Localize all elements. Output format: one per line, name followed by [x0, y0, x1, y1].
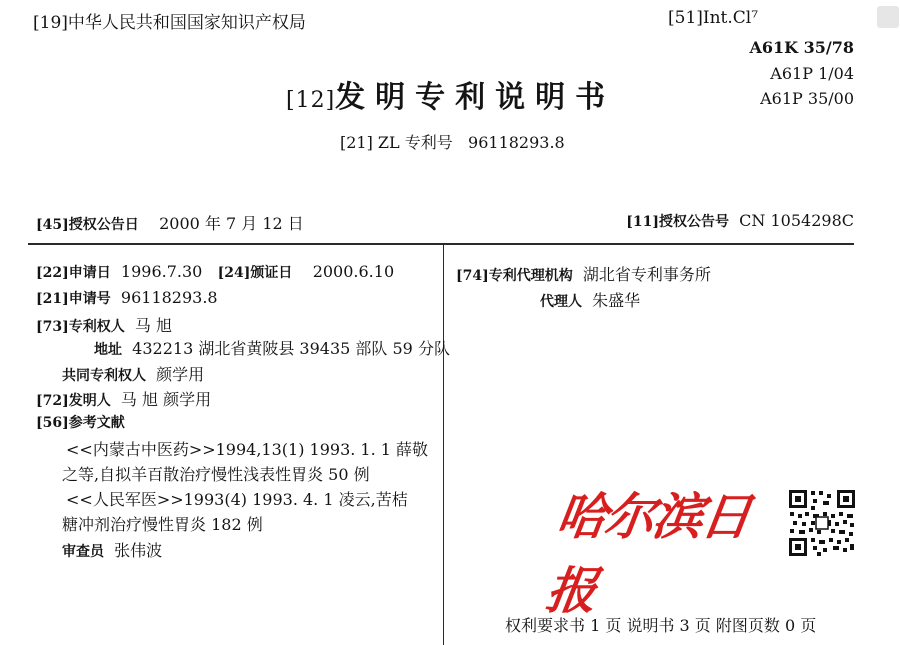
app-no-row: [36, 288, 218, 308]
examiner-value: 张伟波: [114, 541, 163, 560]
cert-date-value: 2000.6.10: [312, 262, 395, 281]
document-title: [286, 72, 615, 116]
divider-vertical: [443, 245, 444, 645]
address-row: [94, 336, 450, 359]
filing-date-value: 1996.7.30: [120, 262, 203, 281]
ref-line-2: 之等,自拟羊百散治疗慢性浅表性胃炎 50 例: [62, 465, 370, 484]
grant-number-label: [11]授权公告号: [626, 214, 729, 230]
cert-date-label: [24]颁证日: [217, 265, 293, 281]
co-patentee-value: 颜学用: [156, 365, 205, 384]
page-count: 权利要求书 1 页 说明书 3 页 附图页数 0 页: [505, 616, 817, 635]
ipc-code-1: A61K 35/78: [749, 38, 854, 57]
agent-value: 朱盛华: [592, 291, 641, 310]
grant-number-value: CN 1054298C: [739, 211, 854, 230]
ref-line-4: 糖冲剂治疗慢性胃炎 182 例: [62, 515, 263, 534]
refs-label: [56]参考文献: [36, 415, 125, 431]
app-no-value: 96118293.8: [120, 288, 218, 307]
agency-value: 湖北省专利事务所: [582, 265, 711, 284]
patentee-value: 马 旭: [134, 316, 172, 335]
newspaper-watermark: [542, 480, 778, 620]
qr-code-icon: [787, 488, 857, 558]
patent-number: [340, 130, 565, 153]
ref-line-3: <<人民军医>>1993(4) 1993. 4. 1 凌云,苦桔: [66, 490, 408, 509]
co-patentee-row: [62, 362, 204, 385]
intcl-label: [51]Int.Cl⁷: [668, 8, 759, 28]
examiner-label: 审查员: [62, 544, 104, 560]
address-label: 地址: [94, 342, 122, 358]
filing-date-label: [22]申请日: [36, 265, 111, 281]
ipc-code-3: A61P 35/00: [760, 89, 854, 108]
ipc-code-2: A61P 1/04: [770, 64, 854, 83]
agency-label: [74]专利代理机构: [456, 268, 573, 284]
corner-mark: [877, 6, 899, 28]
grant-number: [626, 211, 854, 231]
grant-date-label: [45]授权公告日: [36, 217, 139, 233]
inventor-label: [72]发明人: [36, 393, 111, 409]
patentee-row: [36, 313, 172, 336]
inventor-value: 马 旭 颜学用: [120, 390, 212, 409]
examiner-row: [62, 538, 162, 561]
address-value: 432213 湖北省黄陂县 39435 部队 59 分队: [132, 339, 450, 358]
divider-horizontal: [28, 243, 854, 245]
doc-type-prefix: [12]: [286, 88, 336, 113]
grant-date-value: 2000 年 7 月 12 日: [159, 214, 304, 233]
app-no-label: [21]申请号: [36, 291, 111, 307]
doc-type: 发明专利说明书: [335, 80, 616, 115]
co-patentee-label: 共同专利权人: [62, 368, 146, 384]
agent-row: [540, 288, 640, 311]
grant-date: [36, 211, 304, 234]
watermark-text: 哈尔滨日报: [542, 487, 754, 620]
patent-no-value: 96118293.8: [468, 133, 565, 152]
patentee-label: [73]专利权人: [36, 319, 125, 335]
patent-no-label: [21] ZL 专利号: [340, 133, 453, 152]
filing-row: [36, 262, 394, 282]
inventor-row: [36, 387, 211, 410]
agency-row: [456, 262, 711, 285]
office-name: [19]中华人民共和国国家知识产权局: [33, 13, 306, 33]
ref-line-1: <<内蒙古中医药>>1994,13(1) 1993. 1. 1 薛敬: [66, 440, 429, 459]
agent-label: 代理人: [540, 294, 582, 310]
